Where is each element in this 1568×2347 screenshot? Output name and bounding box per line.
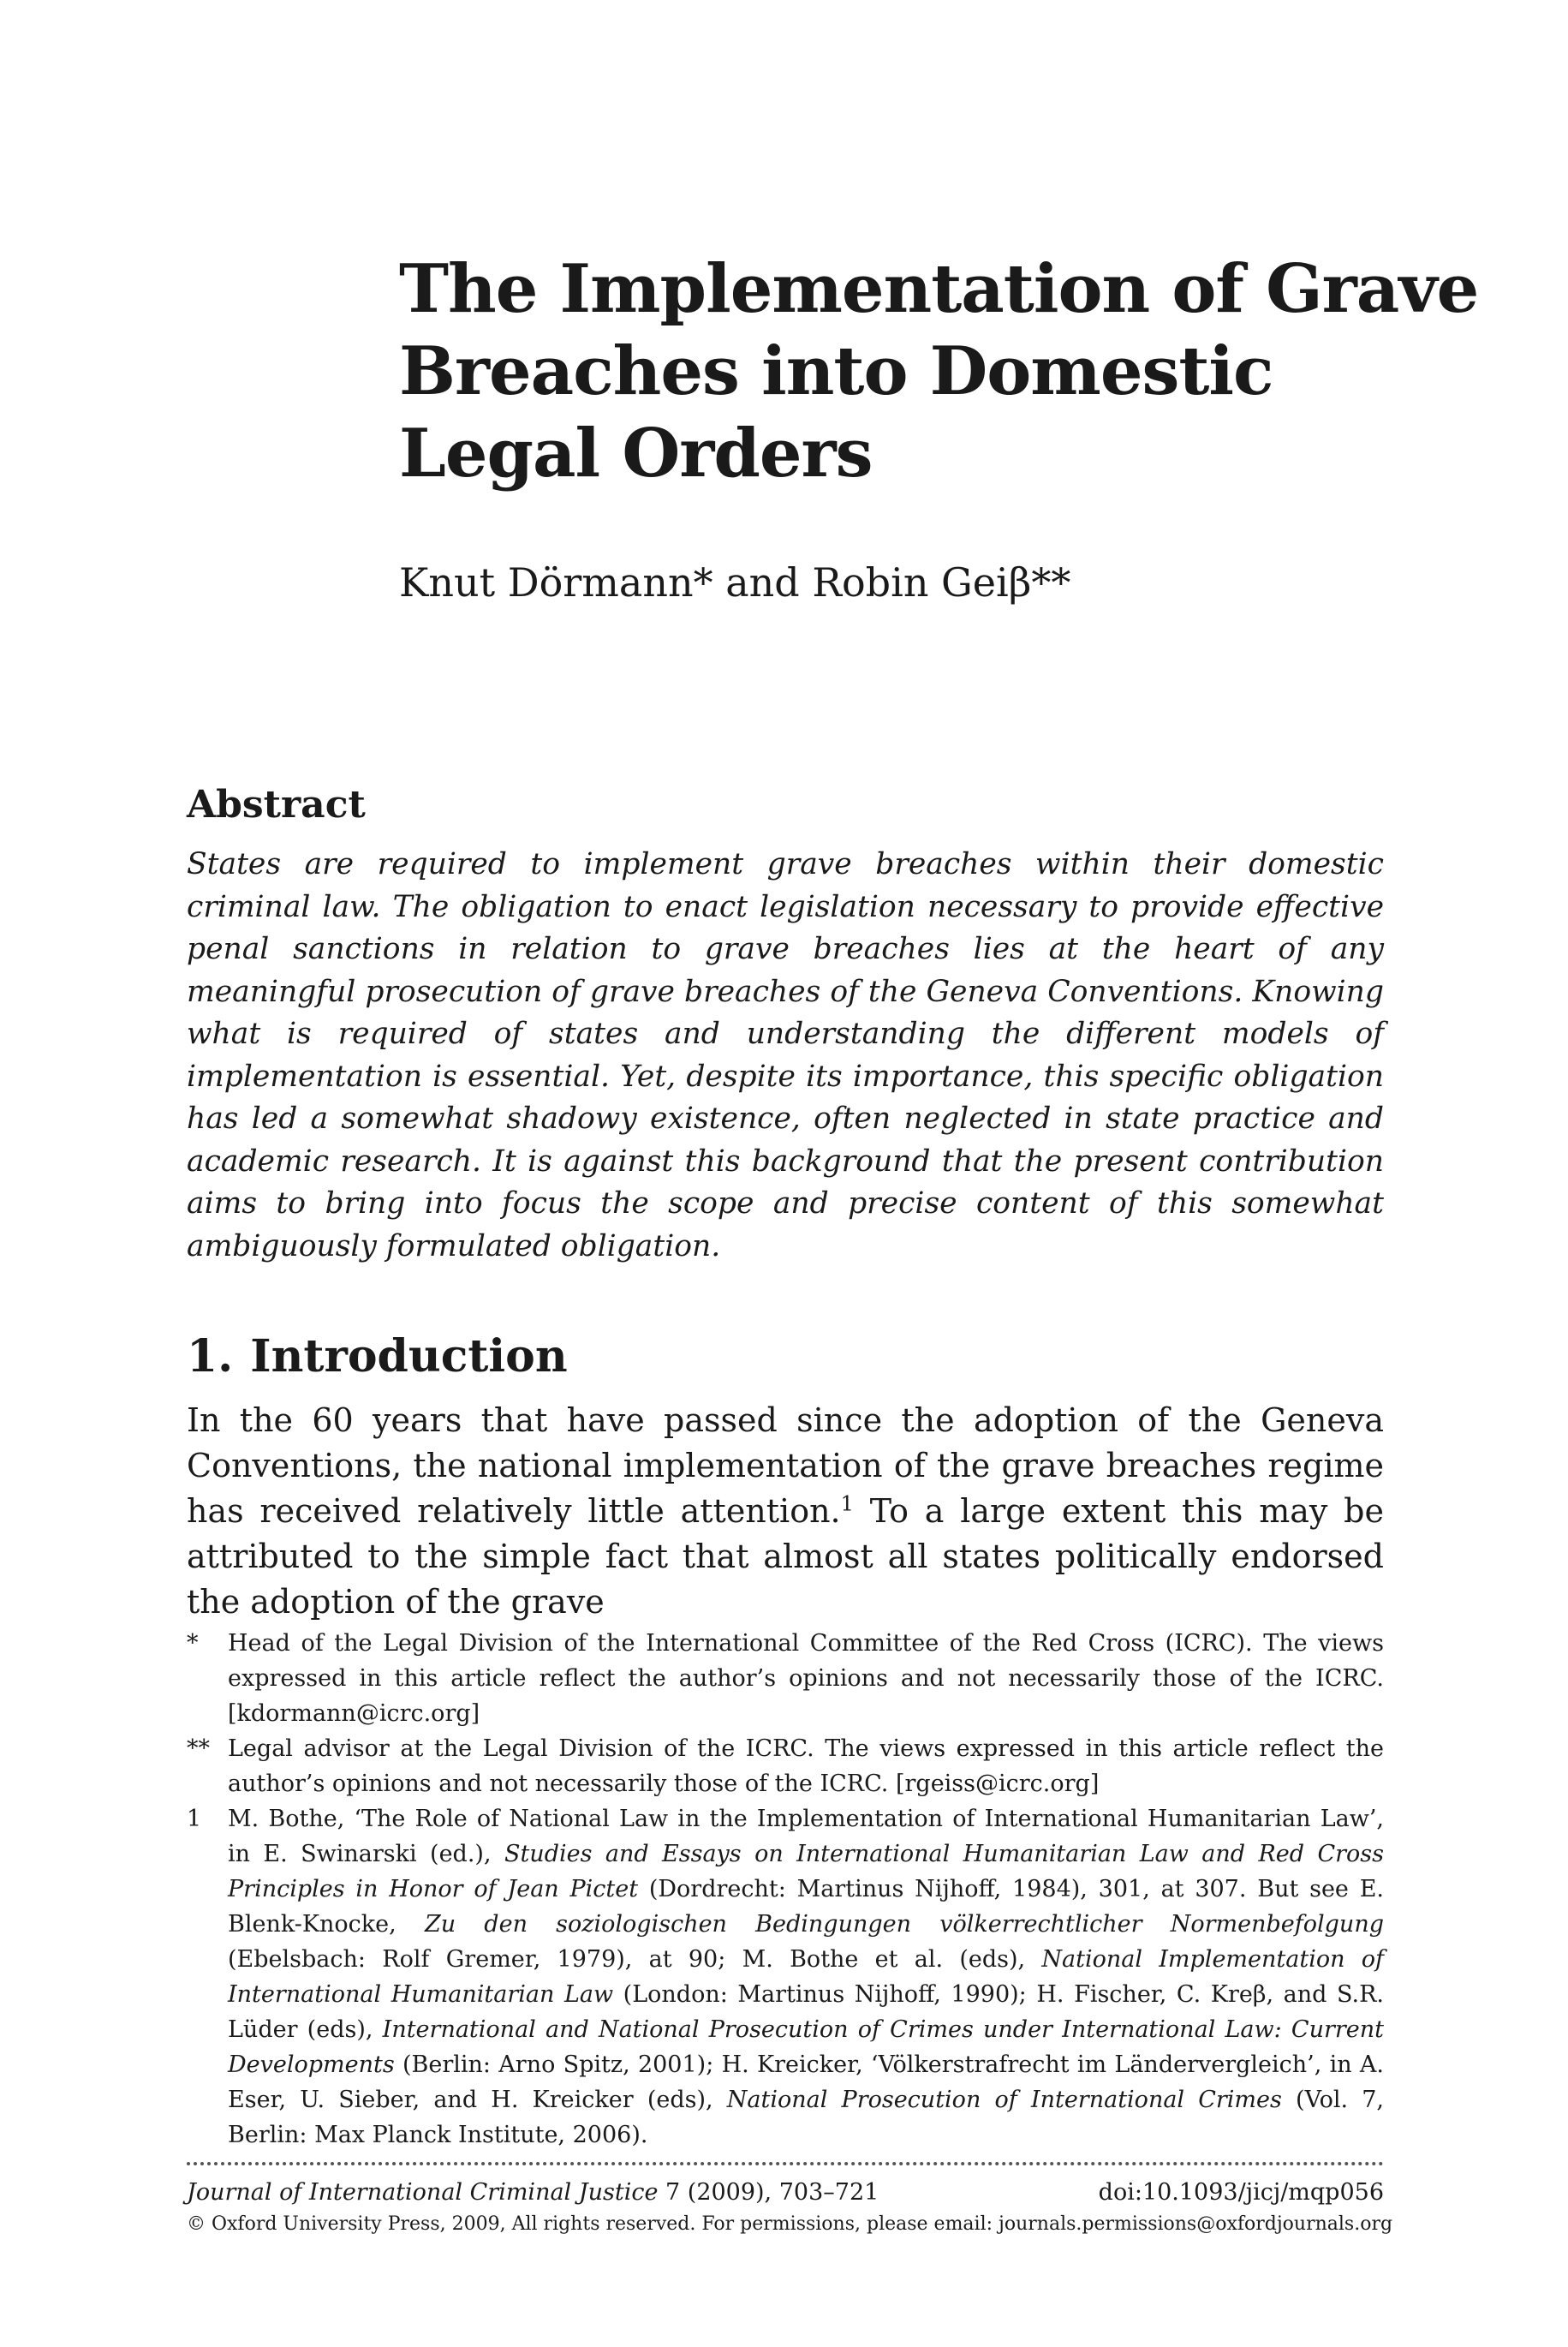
abstract-text: States are required to implement grave breaches within their domestic criminal law. The obligation to enact legislation necessary to provide effective penal sanctions in relation to grave breaches lies at the heart of any meaningful prosecution of grave breaches of the Geneva Conventions. Knowing what is required of states and understanding the different models of implementation is essential. Yet, despite its importance, this specific obligation has led a somewhat shadowy existence, often neglected in state practice and academic research. It is against this background that the present contribution aims to bring into focus the scope and precise content of this somewhat ambiguously formulated obligation. xyxy=(187,847,1384,1263)
doi[interactable]: doi:10.1093/jicj/mqp056 xyxy=(1098,2179,1384,2206)
title-line: Legal Orders xyxy=(399,415,873,493)
footnote-text: Legal advisor at the Legal Division of the ICRC. The views expressed in this article reflect the author’s opinions and not necessarily those of the ICRC. [rgeiss@icrc.org] xyxy=(228,1735,1384,1797)
citation-title: Studies and Essays on International Humanitarian Law and Red Cross Principles in Honor of Jean Pictet xyxy=(228,1841,1384,1902)
footnote-mark: * xyxy=(187,1630,199,1657)
section-heading xyxy=(187,1329,568,1384)
journal-name: Journal of International Criminal Justice xyxy=(187,2179,659,2206)
body-text-part: In the 60 years that have passed since the adoption of the Geneva Conventions, the national implementation of the grave breaches regime has received relatively little attention. xyxy=(187,1401,1384,1530)
section-number: 1. xyxy=(187,1330,234,1383)
citation-part: (Dordrecht: Martinus Nijhoff, 1984), 301, at 307. But see E. Blenk-Knocke, xyxy=(228,1876,1384,1938)
citation-title: National Implementation of International Humanitarian Law xyxy=(228,1946,1384,2008)
citation-title: National Prosecution of International Crimes xyxy=(726,2087,1282,2113)
authors: Knut Dörmann* and Robin Geiβ** xyxy=(399,559,1071,606)
introduction-paragraph xyxy=(187,1398,1384,1625)
footnote-text: Head of the Legal Division of the International Committee of the Red Cross (ICRC). The views expressed in this article reflect the author’s opinions and not necessarily those of the ICRC. [kdormann@icrc.org] xyxy=(228,1630,1384,1727)
journal-line xyxy=(187,2176,1384,2210)
section-title: Introduction xyxy=(250,1330,568,1383)
citation-title: Zu den soziologischen Bedingungen völkerrechtlicher Normenbefolgung xyxy=(424,1911,1384,1938)
abstract-heading: Abstract xyxy=(187,783,366,827)
body-text-part: To a large extent this may be attributed to the simple fact that almost all states politically endorsed the adoption of the grave xyxy=(187,1492,1384,1621)
citation-part: (Berlin: Arno Spitz, 2001); H. Kreicker, ‘Völkerstrafrecht im Ländervergleich’, in A. Eser, U. Sieber, and H. Kreicker (eds), xyxy=(228,2051,1384,2113)
title-line: Breaches into Domestic xyxy=(399,332,1273,410)
footnote-mark: 1 xyxy=(187,1806,202,1832)
footnote-text xyxy=(228,1801,1384,2153)
footnotes xyxy=(187,1626,1384,2153)
journal-volume: 7 (2009), 703–721 xyxy=(658,2179,879,2206)
article-title xyxy=(399,248,1479,495)
citation-part: (London: Martinus Nijhoff, 1990); H. Fischer, C. Kreβ, and S.R. Lüder (eds), xyxy=(228,1981,1384,2043)
footnote xyxy=(187,1626,1384,1731)
citation-title: International and National Prosecution of Crimes under International Law: Current Developments xyxy=(228,2016,1385,2078)
journal-citation xyxy=(187,2176,879,2210)
title-line: The Implementation of Grave xyxy=(399,250,1479,328)
citation-part: (Vol. 7, Berlin: Max Planck Institute, 2006). xyxy=(228,2087,1385,2148)
citation-part: (Ebelsbach: Rolf Gremer, 1979), at 90; M. Bothe et al. (eds), xyxy=(228,1946,1042,1973)
citation-part: M. Bothe, ‘The Role of National Law in the Implementation of International Humanitarian Law’, in E. Swinarski (ed.), xyxy=(228,1806,1384,1867)
footnote xyxy=(187,1731,1384,1801)
footnote-reference[interactable]: 1 xyxy=(840,1491,854,1516)
footnote-mark: ** xyxy=(187,1735,210,1762)
copyright: © Oxford University Press, 2009, All rights reserved. For permissions, please email: journals.permissions@oxfordjournals.org xyxy=(187,2213,1393,2235)
footnote xyxy=(187,1801,1384,2153)
footer-divider xyxy=(187,2162,1384,2169)
